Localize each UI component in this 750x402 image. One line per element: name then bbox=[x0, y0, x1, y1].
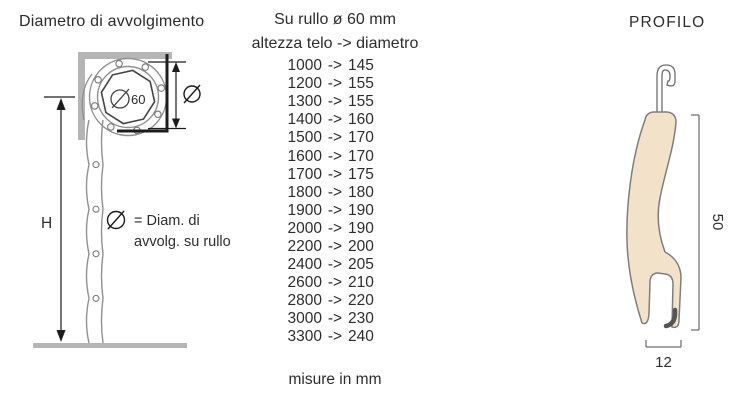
curtain-slats bbox=[87, 120, 104, 343]
arrow-separator: -> bbox=[327, 292, 343, 310]
diameter-value: 175 bbox=[348, 165, 374, 183]
height-value: 1900 bbox=[287, 201, 322, 219]
arrow-separator: -> bbox=[327, 237, 343, 255]
width-dimension-label: 12 bbox=[655, 354, 672, 371]
height-dimension-label: 50 bbox=[709, 213, 726, 231]
arrow-separator: -> bbox=[327, 57, 343, 75]
table-row bbox=[225, 292, 445, 310]
table-row bbox=[225, 202, 445, 220]
winding-diagram-title: Diametro di avvolgimento bbox=[19, 13, 205, 30]
table-row bbox=[225, 310, 445, 328]
ground-line bbox=[33, 343, 187, 348]
arrow-separator: -> bbox=[327, 93, 343, 111]
diameter-value: 190 bbox=[348, 201, 374, 219]
height-dimension bbox=[691, 115, 699, 330]
table-subtitle: altezza telo -> diametro bbox=[251, 35, 419, 52]
height-value: 1700 bbox=[287, 165, 322, 183]
legend-line2: avvolg. su rullo bbox=[134, 234, 231, 250]
height-value: 2600 bbox=[287, 274, 322, 292]
diameter-value: 155 bbox=[348, 93, 374, 111]
slat-channel-hook bbox=[666, 310, 675, 326]
arrow-separator: -> bbox=[327, 201, 343, 219]
height-value: 1500 bbox=[287, 129, 322, 147]
height-value: 1200 bbox=[287, 75, 322, 93]
profile-diagram bbox=[615, 40, 735, 385]
table-row bbox=[225, 129, 445, 147]
arrow-separator: -> bbox=[327, 274, 343, 292]
arrow-separator: -> bbox=[327, 165, 343, 183]
slat-top-hook bbox=[657, 65, 675, 116]
arrow-separator: -> bbox=[327, 111, 343, 129]
height-value: 3000 bbox=[287, 310, 322, 328]
diameter-value: 190 bbox=[348, 219, 374, 237]
table-row bbox=[225, 274, 445, 292]
height-value: 2000 bbox=[287, 219, 322, 237]
arrow-separator: -> bbox=[327, 310, 343, 328]
height-value: 1600 bbox=[287, 147, 322, 165]
arrow-separator: -> bbox=[327, 147, 343, 165]
table-row bbox=[225, 184, 445, 202]
arrow-separator: -> bbox=[327, 256, 343, 274]
diameter-value: 170 bbox=[348, 129, 374, 147]
diameter-table-panel bbox=[225, 10, 445, 389]
diameter-table bbox=[225, 57, 445, 347]
arrow-separator: -> bbox=[327, 219, 343, 237]
diameter-value: 240 bbox=[348, 328, 374, 346]
diameter-value: 205 bbox=[348, 256, 374, 274]
slat-body bbox=[627, 112, 681, 327]
arrow-separator: -> bbox=[327, 183, 343, 201]
table-row bbox=[225, 328, 445, 346]
diameter-legend bbox=[108, 211, 231, 250]
height-value: 1000 bbox=[287, 57, 322, 75]
table-row bbox=[225, 75, 445, 93]
table-row bbox=[225, 238, 445, 256]
height-value: 1800 bbox=[287, 183, 322, 201]
table-row bbox=[225, 93, 445, 111]
height-value: 1400 bbox=[287, 111, 322, 129]
height-value: 2400 bbox=[287, 256, 322, 274]
winding-diameter-symbol bbox=[184, 85, 200, 103]
table-row bbox=[225, 147, 445, 165]
diameter-value: 220 bbox=[348, 292, 374, 310]
table-row bbox=[225, 256, 445, 274]
diameter-value: 230 bbox=[348, 310, 374, 328]
tube-diameter-value: 60 bbox=[131, 92, 146, 107]
table-row bbox=[225, 220, 445, 238]
table-row bbox=[225, 166, 445, 184]
diameter-value: 210 bbox=[348, 274, 374, 292]
width-dimension bbox=[646, 340, 681, 347]
octagonal-tube bbox=[101, 70, 154, 123]
arrow-separator: -> bbox=[327, 75, 343, 93]
diameter-value: 155 bbox=[348, 75, 374, 93]
table-footer: misure in mm bbox=[288, 370, 382, 388]
diameter-value: 200 bbox=[348, 237, 374, 255]
height-value: 3300 bbox=[287, 328, 322, 346]
table-row bbox=[225, 57, 445, 75]
table-row bbox=[225, 111, 445, 129]
legend-diameter-symbol bbox=[108, 211, 125, 229]
arrow-separator: -> bbox=[327, 328, 343, 346]
height-value: 1300 bbox=[287, 93, 322, 111]
curtain-joints bbox=[93, 162, 99, 302]
height-value: 2200 bbox=[287, 237, 322, 255]
diameter-value: 170 bbox=[348, 147, 374, 165]
diameter-value: 160 bbox=[348, 111, 374, 129]
table-title: Su rullo ø 60 mm bbox=[274, 11, 396, 28]
diameter-value: 145 bbox=[348, 57, 374, 75]
winding-diagram bbox=[8, 40, 240, 402]
profile-title: PROFILO bbox=[629, 14, 706, 31]
legend-line1: = Diam. di bbox=[134, 213, 200, 229]
h-dimension-label: H bbox=[41, 215, 53, 232]
height-value: 2800 bbox=[287, 292, 322, 310]
diameter-value: 180 bbox=[348, 183, 374, 201]
arrow-separator: -> bbox=[327, 129, 343, 147]
